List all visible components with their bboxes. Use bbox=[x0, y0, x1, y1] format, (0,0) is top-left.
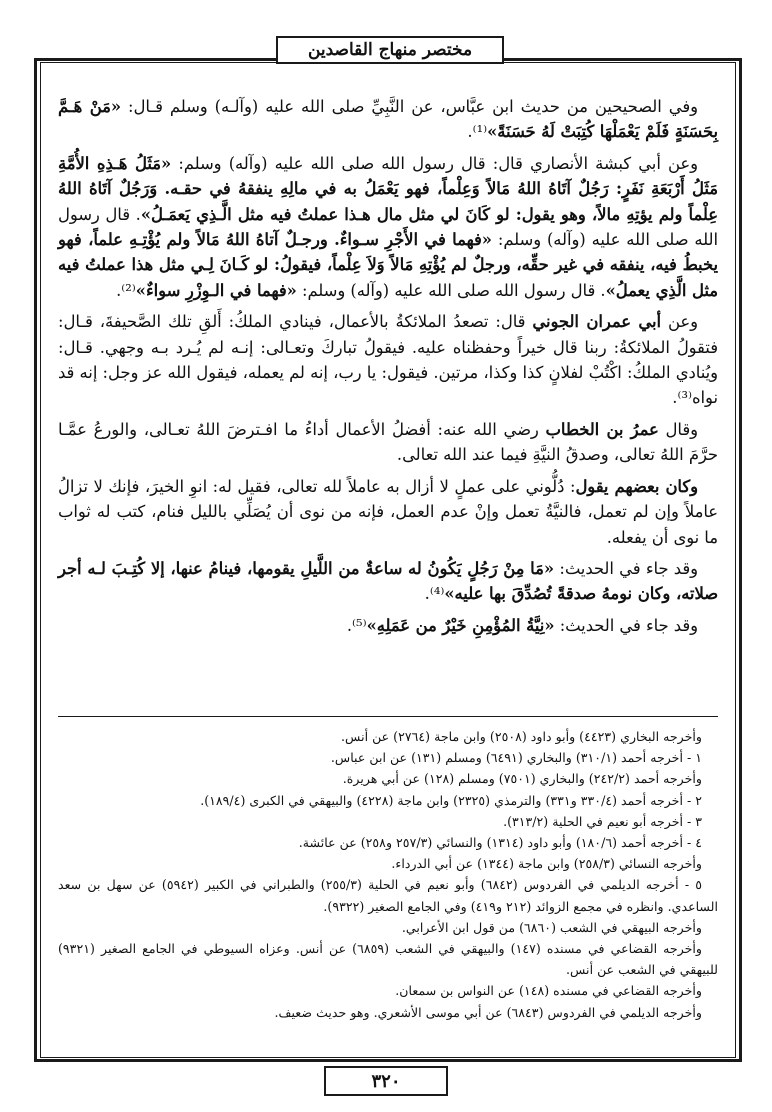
footnote: ١ - أخرجه أحمد (٣١٠/١) والبخاري (٦٤٩١) ومسلم (١٣١) عن ابن عباس. bbox=[330, 750, 702, 766]
text-run: وعن أبي كبشة الأنصاري قال: قال رسول الله صلى الله عليه (وآله) وسلم: bbox=[171, 153, 698, 173]
emphasized-text: «فهما في الـوِزْرِ سواءٌ» bbox=[135, 280, 297, 300]
footnote: وأخرجه القضاعي في مسنده (١٤٨) عن النواس بن سمعان. bbox=[395, 983, 702, 999]
footnote: وأخرجه القضاعي في مسنده (١٤٧) والبيهقي في الشعب (٦٨٥٩) عن أنس. وعزاه السيوطي في الجامع الصغير (٩٣٢١) للبيهقي في الشعب عن أنس. bbox=[58, 941, 718, 978]
footnote: وأخرجه أحمد (٢٤٢/٢) والبخاري (٧٥٠١) ومسلم (١٢٨) عن أبي هريرة. bbox=[342, 771, 702, 787]
paragraph bbox=[58, 151, 718, 303]
text-run: وفي الصحيحين من حديث ابن عبَّاس، عن النَّبِيِّ صلى الله عليه (وآلـه) وسلم قـال: bbox=[121, 97, 698, 116]
text-run: ⁽⁵⁾. bbox=[346, 615, 367, 635]
footnote: وأخرجه النسائي (٢٥٨/٣) وابن ماجة (١٣٤٤) عن أبي الدرداء. bbox=[391, 856, 702, 872]
emphasized-text: وكان بعضهم يقول bbox=[575, 476, 698, 496]
paragraph bbox=[58, 556, 718, 607]
footnote: وأخرجه البيهقي في الشعب (٦٨٦٠) من قول ابن الأعرابي. bbox=[401, 919, 702, 935]
emphasized-text: أبي عمران الجوني bbox=[532, 312, 662, 332]
book-title: مختصر منهاج القاصدين bbox=[307, 40, 473, 60]
main-text bbox=[58, 94, 718, 644]
text-run: وقد جاء في الحديث: bbox=[554, 558, 698, 578]
footnote: ٥ - أخرجه الديلمي في الفردوس (٦٨٤٢) وأبو نعيم في الحلية (٢٥٥/٣) والطبراني في الكبير (٥٩٤٢) عن سهل بن سعد الساعدي. وانظره في مجمع الزوائد (٢١٢ و٤١٩) وفي الجامع الصغير (٩٣٢٢). bbox=[58, 877, 718, 914]
emphasized-text: «مَثَلُ هَـذِهِ الأُمَّةِ مَثَلُ أَرْبَعَةِ نَفَرٍ: رَجُلٌ آتَاهُ اللهُ مَالاً وَعِلْماً، فهو يَعْمَلُ به في مالِهِ ينفقهُ في حقـه. وَرَجُلٌ آتَاهُ اللهُ عِلْماً ولم يؤتِهِ مالاً، وهو يقول: لو كَانَ لي مثل مال هـذا عملتُ فيه مثل الَّـذِي يَعمَـلُ» bbox=[58, 153, 718, 224]
text-run: ⁽¹⁾. bbox=[467, 122, 488, 142]
footnote: ٤ - أخرجه أحمد (١٨٠/٦) وأبو داود (١٣١٤) والنسائي (٢٥٧/٣ و٢٥٨) عن عائشة. bbox=[298, 835, 702, 851]
footnote-divider bbox=[58, 716, 718, 717]
emphasized-text: «مَنْ هَـمَّ بِحَسَنَةٍ فَلَمْ يَعْمَلْهَا كُتِبَتْ لَهُ حَسَنَةً» bbox=[58, 97, 718, 142]
emphasized-text: «مَا مِنْ رَجُلٍ يَكُونُ له ساعةٌ من اللَّيلِ يقومها، فينامُ عنها، إلا كُتِـبَ لـه أجر صلاته، وكان نومهُ صدقةً تُصُدِّقَ بها عليه» bbox=[58, 558, 718, 604]
text-run: وعن bbox=[661, 312, 698, 332]
emphasized-text: عمرُ بن الخطاب bbox=[545, 419, 659, 439]
page-number-box bbox=[324, 1066, 448, 1096]
text-run: وقد جاء في الحديث: bbox=[554, 615, 698, 635]
paragraph bbox=[58, 309, 718, 411]
footnote: ٢ - أخرجه أحمد (٣٣٠/٤ و٣٣١) والترمذي (٢٣٢٥) وابن ماجة (٤٢٢٨) والبيهقي في الكبرى (١٨٩/٤). bbox=[200, 792, 702, 808]
text-run: : دُلُّوني على عملٍ لا أزال به عاملاً لله تعالى، فقيل له: انوِ الخيرَ، فإنك لا تزالُ عاملاً وإن لم تعمل، فالنيَّةُ تعمل وإنْ عدم العمل، فإنه من نوى أن يُصَلِّي بالليل فنام، كتب له ثواب ما نوى أن يفعله. bbox=[58, 476, 718, 547]
footnotes bbox=[58, 726, 718, 1023]
text-run: ⁽⁴⁾. bbox=[424, 584, 445, 604]
page-number: ٣٢٠ bbox=[371, 1070, 401, 1092]
text-run: . قال رسول الله صلى الله عليه (وآله) وسلم: bbox=[58, 204, 718, 250]
emphasized-text: «فهما في الأَجْرِ سـواءٌ. ورجـلٌ آتاهُ اللهُ مَالاً ولم يُؤْتِـهِ علماً، فهو يخبطُ فيه، ينفقه في غير حقِّه، ورجلٌ لم يُؤْتِهِ مَالاً وَلاَ عِلْماً، فيقولُ: لو كَـانَ لِـي مثل هذا عملتُ فيه مثل الَّذِي يعملُ» bbox=[58, 230, 718, 300]
paragraph bbox=[58, 613, 718, 638]
paragraph bbox=[58, 474, 718, 550]
text-run: وقال bbox=[658, 419, 698, 439]
text-run: . قال رسول الله صلى الله عليه (وآله) وسلم: bbox=[296, 280, 606, 300]
text-run: ⁽²⁾. bbox=[116, 280, 136, 300]
paragraph bbox=[58, 417, 718, 468]
paragraph bbox=[58, 94, 718, 145]
footnote: وأخرجه البخاري (٤٤٢٣) وأبو داود (٢٥٠٨) وابن ماجة (٢٧٦٤) عن أنس. bbox=[341, 729, 702, 744]
text-run: رضي الله عنه: أفضلُ الأعمال أداءُ ما افـترضَ اللهُ تعـالى، والورعُ عمَّـا حرَّمَ اللهُ تعالى، وصدقُ النيَّةِ فيما عند الله تعالى. bbox=[58, 419, 718, 465]
footnote: ٣ - أخرجه أبو نعيم في الحلية (٣١٣/٢). bbox=[503, 813, 702, 829]
emphasized-text: «نِيَّةُ المُؤْمِنِ خَيْرٌ من عَمَلِهِ» bbox=[366, 615, 555, 635]
text-run: قال: تصعدُ الملائكةُ بالأعمال، فينادي الملكُ: أَلقِ تلك الصَّحيفةَ، قـال: فتقولُ الملائكةُ: ربنا قال خيراً وحفظناه عليه. فيقولُ تباركَ وتعـالى: إنـه لم يُـرد بـه وجهي. قـال: ويُنادي الملكُ: اكْتُبْ لفلانٍ كذا وكذا، مرتين. فيقول: يا رب، إنه لم يعمله، فيقول الله عز وجل: إنه قد نواه bbox=[58, 312, 718, 408]
running-header bbox=[276, 36, 504, 64]
text-run: ⁽³⁾. bbox=[672, 388, 692, 408]
footnote: وأخرجه الديلمي في الفردوس (٦٨٤٣) عن أبي موسى الأشعري. وهو حديث ضعيف. bbox=[274, 1004, 702, 1020]
